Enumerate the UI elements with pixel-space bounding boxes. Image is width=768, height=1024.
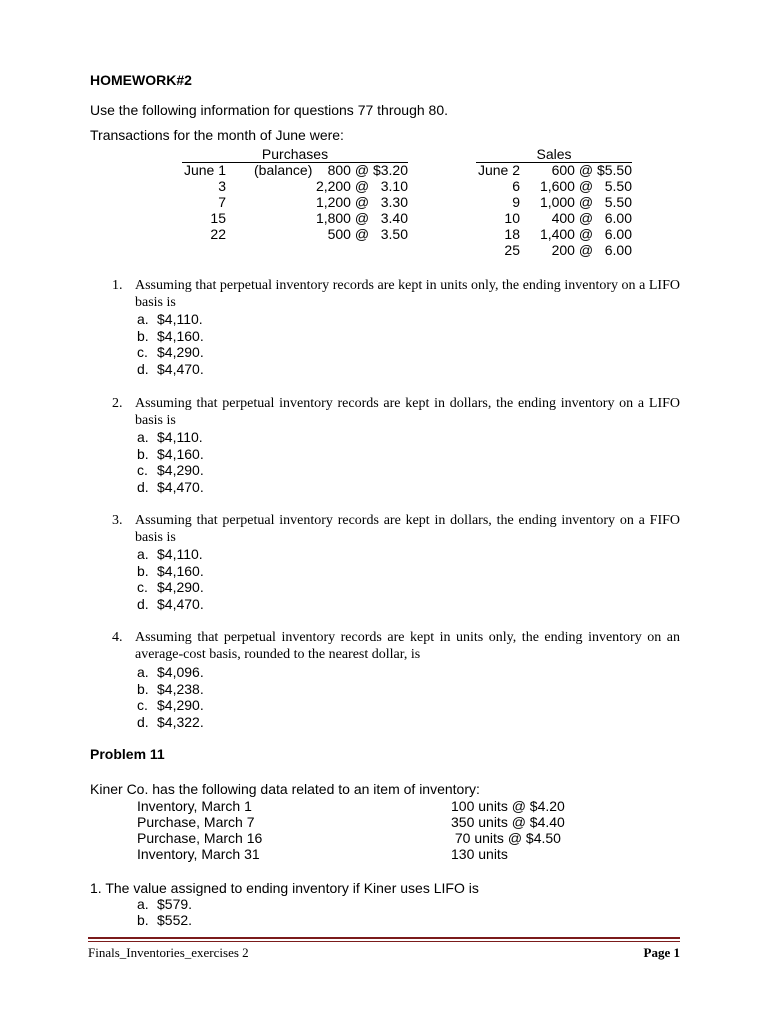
purchase-qty: 1,800 @ 3.40 [315, 210, 408, 226]
footer-page-number: Page 1 [643, 945, 680, 960]
option-letter: b. [137, 681, 149, 697]
option-letter: b. [137, 563, 149, 579]
question-number: 3. [112, 513, 123, 528]
option-letter: c. [137, 579, 148, 595]
option-letter: a. [137, 896, 149, 912]
option-text: $4,238. [157, 681, 204, 697]
option-text: $4,290. [157, 579, 204, 595]
purchase-date: June 1 [183, 162, 226, 178]
purchase-qty: 800 @ $3.20 [327, 162, 408, 178]
question-number: 4. [112, 630, 123, 645]
sale-qty: 400 @ 6.00 [551, 210, 632, 226]
footer-document-name: Finals_Inventories_exercises 2 [88, 945, 249, 960]
inventory-value: 130 units [451, 846, 508, 862]
sale-qty: 1,400 @ 6.00 [539, 226, 632, 242]
option-text: $4,322. [157, 714, 204, 730]
option-text: $552. [157, 912, 193, 928]
option-text: $4,096. [157, 664, 204, 680]
option-letter: d. [137, 596, 149, 612]
sale-qty: 600 @ $5.50 [551, 162, 632, 178]
option-letter: b. [137, 446, 149, 462]
footer-rule-thin [88, 941, 680, 942]
option-letter: c. [137, 344, 148, 360]
problem-question: 1. The value assigned to ending inventory if Kiner uses LIFO is [90, 880, 479, 896]
sale-date: 9 [512, 194, 520, 210]
problem-title: Problem 11 [90, 746, 165, 762]
sale-date: June 2 [477, 162, 520, 178]
inventory-label: Purchase, March 16 [137, 830, 263, 846]
page-title: HOMEWORK#2 [90, 72, 192, 88]
option-letter: b. [137, 328, 149, 344]
purchase-date: 22 [210, 226, 226, 242]
option-letter: c. [137, 462, 148, 478]
inventory-value: 350 units @ $4.40 [451, 814, 565, 830]
purchase-date: 15 [210, 210, 226, 226]
sale-qty: 1,000 @ 5.50 [539, 194, 632, 210]
question-text: Assuming that perpetual inventory records are kept in dollars, the ending inventory on a LIFO basis is [135, 396, 680, 428]
inventory-label: Inventory, March 31 [137, 846, 260, 862]
sale-qty: 200 @ 6.00 [551, 242, 632, 258]
question-text: Assuming that perpetual inventory records are kept in units only, the ending inventory on a LIFO basis is [135, 278, 680, 310]
question-number: 1. [112, 278, 123, 293]
purchases-header: Purchases [261, 146, 329, 162]
option-text: $4,290. [157, 462, 204, 478]
inventory-value: 100 units @ $4.20 [451, 798, 565, 814]
question-number: 2. [112, 396, 123, 411]
option-letter: a. [137, 546, 149, 562]
option-text: $4,160. [157, 446, 204, 462]
option-text: $4,290. [157, 697, 204, 713]
option-text: $4,470. [157, 479, 204, 495]
question-text: Assuming that perpetual inventory records are kept in dollars, the ending inventory on a FIFO basis is [135, 513, 680, 545]
intro-line-2: Transactions for the month of June were: [90, 127, 344, 143]
option-text: $4,110. [157, 429, 203, 445]
inventory-label: Purchase, March 7 [137, 814, 255, 830]
option-letter: a. [137, 664, 149, 680]
option-letter: d. [137, 479, 149, 495]
option-letter: d. [137, 361, 149, 377]
sale-date: 25 [504, 242, 520, 258]
option-letter: a. [137, 311, 149, 327]
purchase-note: (balance) [254, 162, 313, 178]
purchase-qty: 1,200 @ 3.30 [315, 194, 408, 210]
intro-line-1: Use the following information for questions 77 through 80. [90, 102, 448, 118]
option-text: $4,290. [157, 344, 204, 360]
purchase-qty: 2,200 @ 3.10 [315, 178, 408, 194]
sale-date: 18 [504, 226, 520, 242]
option-text: $579. [157, 896, 193, 912]
problem-intro: Kiner Co. has the following data related to an item of inventory: [90, 781, 480, 797]
option-letter: c. [137, 697, 148, 713]
option-text: $4,470. [157, 596, 204, 612]
sales-header: Sales [536, 146, 572, 162]
option-text: $4,160. [157, 563, 204, 579]
footer-rule-thick [88, 937, 680, 939]
option-text: $4,110. [157, 311, 203, 327]
option-letter: a. [137, 429, 149, 445]
purchase-date: 3 [218, 178, 226, 194]
option-letter: b. [137, 912, 149, 928]
inventory-label: Inventory, March 1 [137, 798, 252, 814]
option-text: $4,160. [157, 328, 204, 344]
option-text: $4,110. [157, 546, 203, 562]
sale-date: 10 [504, 210, 520, 226]
purchase-qty: 500 @ 3.50 [327, 226, 408, 242]
option-text: $4,470. [157, 361, 204, 377]
inventory-value: 70 units @ $4.50 [451, 830, 561, 846]
option-letter: d. [137, 714, 149, 730]
sale-date: 6 [512, 178, 520, 194]
question-text: Assuming that perpetual inventory records are kept in units only, the ending inventory on an average-cost basis, rounded to the nearest dollar, is [135, 630, 680, 662]
purchase-date: 7 [218, 194, 226, 210]
sale-qty: 1,600 @ 5.50 [539, 178, 632, 194]
